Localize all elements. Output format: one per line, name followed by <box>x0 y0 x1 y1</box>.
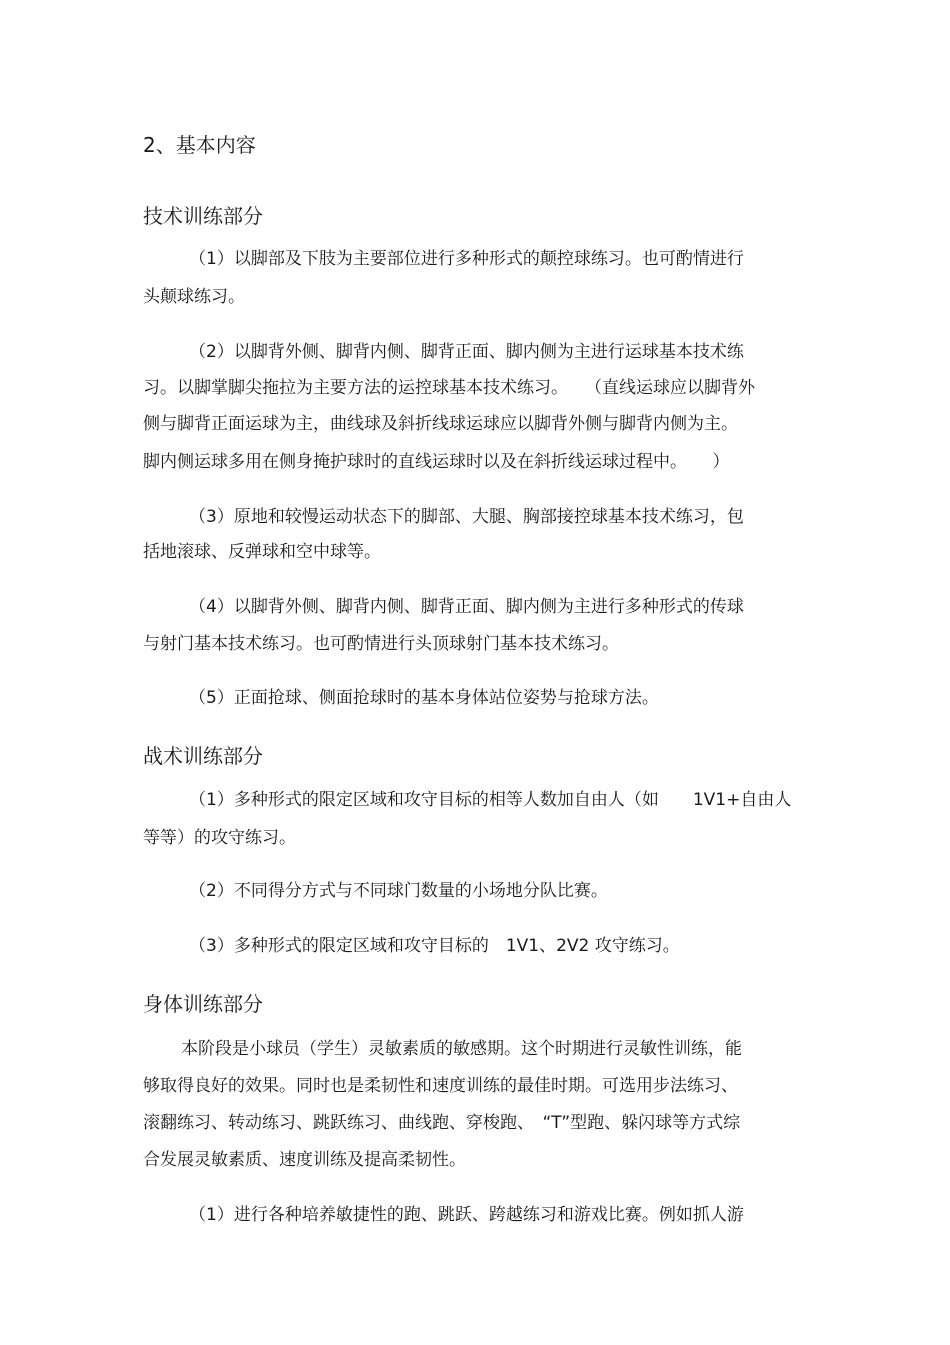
technical-item-5-line-1: （5）正面抢球、侧面抢球时的基本身体站位姿势与抢球方法。 <box>189 688 659 708</box>
technical-item-2-line-2: 习。以脚掌脚尖拖拉为主要方法的运控球基本技术练习。 （直线运球应以脚背外 <box>143 378 755 398</box>
tactical-item-1-line-1: （1）多种形式的限定区域和攻守目标的相等人数加自由人（如 1V1+自由人 <box>189 790 792 810</box>
technical-item-4-line-2: 与射门基本技术练习。也可酌情进行头顶球射门基本技术练习。 <box>143 634 619 654</box>
section-title: 2、基本内容 <box>143 133 256 157</box>
technical-heading: 技术训练部分 <box>143 204 263 228</box>
physical-intro-line-2: 够取得良好的效果。同时也是柔韧性和速度训练的最佳时期。可选用步法练习、 <box>143 1076 738 1096</box>
technical-item-3-line-1: （3）原地和较慢运动状态下的脚部、大腿、胸部接控球基本技术练习，包 <box>189 507 744 527</box>
physical-intro-line-3: 滚翻练习、转动练习、跳跃练习、曲线跑、穿梭跑、 “T”型跑、躲闪球等方式综 <box>143 1113 741 1133</box>
tactical-item-1-line-2: 等等）的攻守练习。 <box>143 828 296 848</box>
tactical-heading: 战术训练部分 <box>143 744 263 768</box>
physical-intro-line-4: 合发展灵敏素质、速度训练及提高柔韧性。 <box>143 1150 466 1170</box>
tactical-item-2-line-1: （2）不同得分方式与不同球门数量的小场地分队比赛。 <box>189 881 608 901</box>
technical-item-2-line-1: （2）以脚背外侧、脚背内侧、脚背正面、脚内侧为主进行运球基本技术练 <box>189 342 744 362</box>
technical-item-3-line-2: 括地滚球、反弹球和空中球等。 <box>143 542 381 562</box>
technical-item-2-line-4: 脚内侧运球多用在侧身掩护球时的直线运球时以及在斜折线运球过程中。 ） <box>143 452 730 472</box>
tactical-item-3-line-1: （3）多种形式的限定区域和攻守目标的 1V1、2V2 攻守练习。 <box>189 936 680 956</box>
technical-item-2-line-3: 侧与脚背正面运球为主，曲线球及斜折线球运球应以脚背外侧与脚背内侧为主。 <box>143 414 738 434</box>
technical-item-1-line-1: （1）以脚部及下肢为主要部位进行多种形式的颠控球练习。也可酌情进行 <box>189 249 744 269</box>
physical-heading: 身体训练部分 <box>143 992 263 1016</box>
physical-item-1-line-1: （1）进行各种培养敏捷性的跑、跳跃、跨越练习和游戏比赛。例如抓人游 <box>189 1205 744 1225</box>
physical-intro-line-1: 本阶段是小球员（学生）灵敏素质的敏感期。这个时期进行灵敏性训练，能 <box>181 1039 742 1059</box>
technical-item-4-line-1: （4）以脚背外侧、脚背内侧、脚背正面、脚内侧为主进行多种形式的传球 <box>189 597 744 617</box>
technical-item-1-line-2: 头颠球练习。 <box>143 287 245 307</box>
